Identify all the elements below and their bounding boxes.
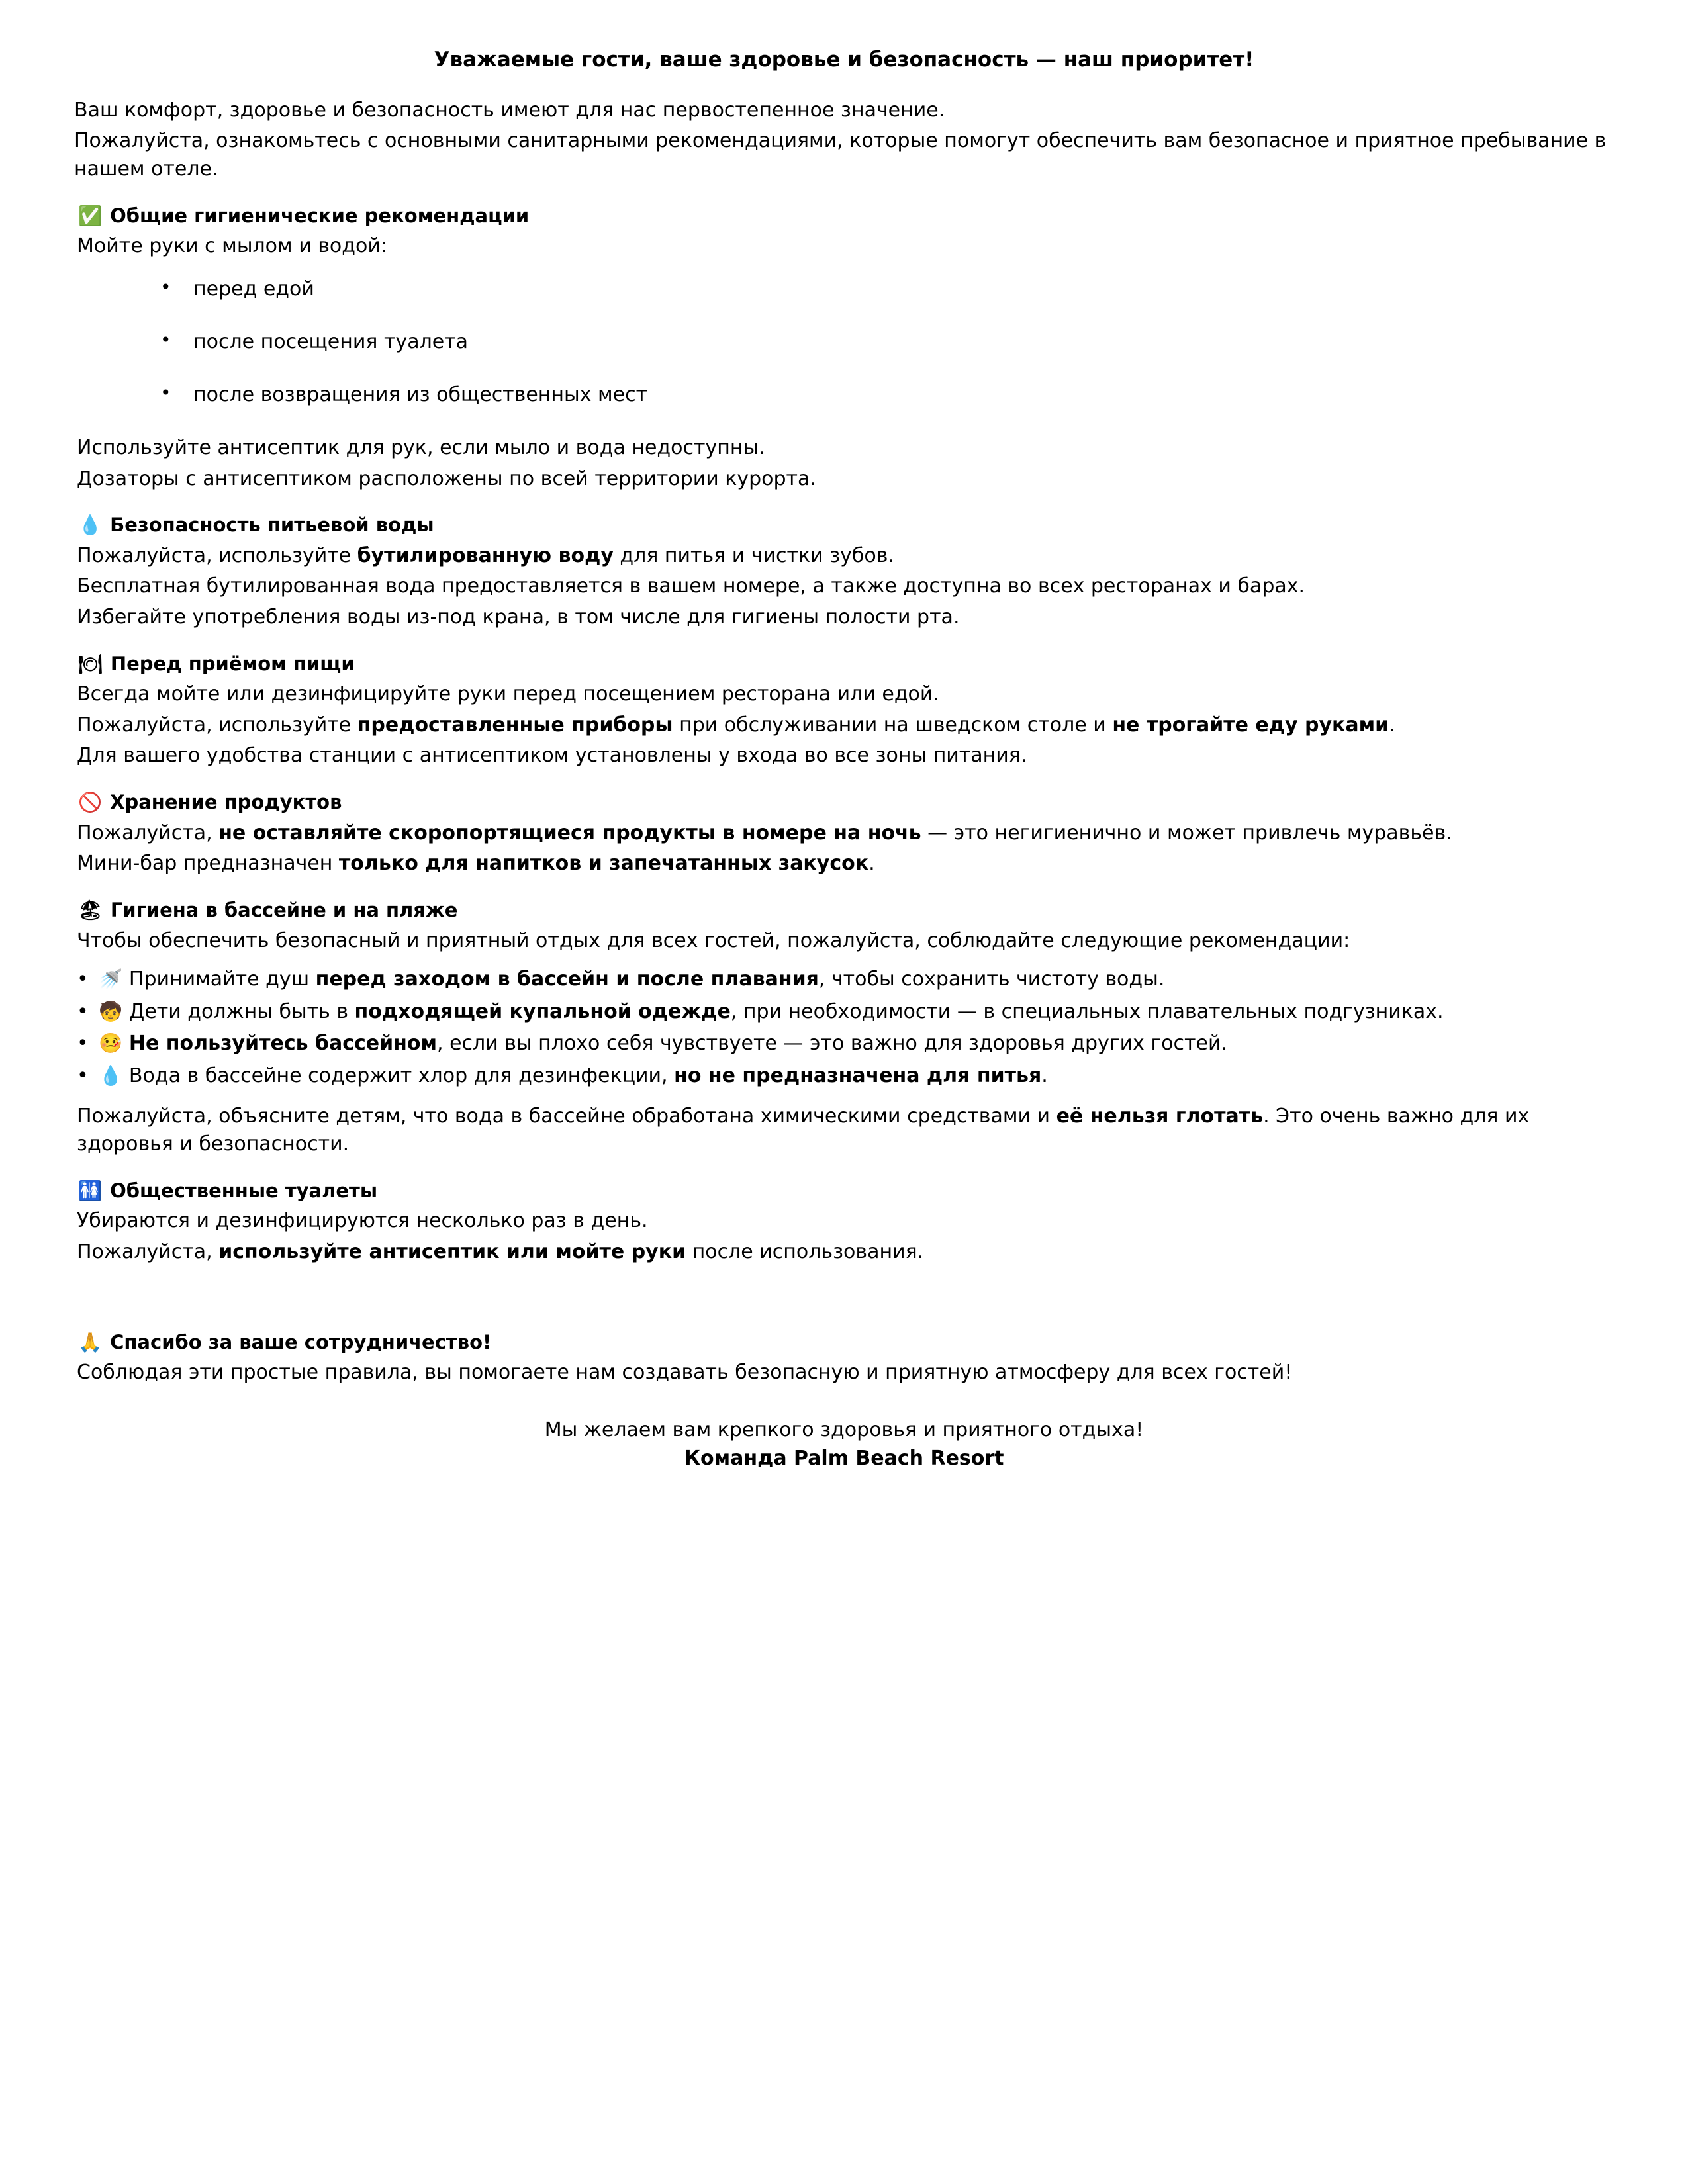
bullet-dot: • (77, 1032, 89, 1056)
check-mark-button-icon: ✅ (78, 204, 103, 227)
section-heading-food-storage (74, 790, 1614, 815)
child-icon: 🧒 (99, 999, 123, 1023)
pool-item-illness (74, 1030, 1614, 1058)
pool-item-text: Дети должны быть в подходящей купальной одежде, при необходимости — в специальных плавательных подгузниках. (128, 999, 1444, 1023)
section-heading-label: Гигиена в бассейне и на пляже (110, 898, 458, 921)
hygiene-after-line-2: Дозаторы с антисептиком расположены по всей территории курорта. (77, 467, 816, 490)
hygiene-bullet-list (74, 275, 1614, 409)
section-heading-label: Спасибо за ваше сотрудничество! (110, 1330, 492, 1353)
before-meals-line-3: Для вашего удобства станции с антисептиком установлены у входа во все зоны питания. (77, 744, 1027, 768)
page-title: Уважаемые гости, ваше здоровье и безопасность — наш приоритет! (434, 48, 1254, 71)
pool-item-text: Не пользуйтесь бассейном, если вы плохо себя чувствуете — это важно для здоровья других гостей. (128, 1032, 1227, 1056)
hygiene-after-line-1: Используйте антисептик для рук, если мыло и вода недоступны. (77, 435, 765, 459)
list-item: • перед едой (193, 275, 1614, 303)
water-line-3: Избегайте употребления воды из-под крана, в том числе для гигиены полости рта. (77, 605, 960, 629)
section-heading-label: Безопасность питьевой воды (110, 514, 434, 537)
prohibited-icon: 🚫 (78, 791, 103, 814)
section-heading-label: Хранение продуктов (110, 791, 342, 814)
fork-and-knife-with-plate-icon: 🍽 (78, 652, 103, 675)
food-storage-line-1: Пожалуйста, не оставляйте скоропортящиеся продукты в номере на ночь — это негигиенично и может привлечь муравьёв. (77, 821, 1452, 844)
food-storage-line-2: Мини-бар предназначен только для напитков и запечатанных закусок. (77, 852, 875, 876)
section-heading-restrooms (74, 1179, 1614, 1204)
section-heading-before-meals (74, 652, 1614, 677)
pool-intro-line: Чтобы обеспечить безопасный и приятный отдых для всех гостей, пожалуйста, соблюдайте следующие рекомендации: (77, 929, 1350, 952)
section-heading-pool-beach (74, 898, 1614, 923)
pool-item-children (74, 998, 1614, 1026)
section-heading-label: Общественные туалеты (110, 1179, 378, 1202)
list-item: • после посещения туалета (193, 328, 1614, 356)
closing-wish: Мы желаем вам крепкого здоровья и приятного отдыха! (544, 1418, 1144, 1441)
shower-icon: 🚿 (99, 968, 123, 991)
section-heading-thanks (74, 1330, 1614, 1355)
bullet-dot: • (77, 999, 89, 1023)
thanks-line: Соблюдая эти простые правила, вы помогаете нам создавать безопасную и приятную атмосферу для всех гостей! (77, 1361, 1293, 1385)
pool-item-text: Принимайте душ перед заходом в бассейн и после плавания, чтобы сохранить чистоту воды. (128, 968, 1165, 991)
before-meals-line-2: Пожалуйста, используйте предоставленные приборы при обслуживании на шведском столе и не трогайте еду руками. (77, 713, 1395, 737)
pool-item-text: Вода в бассейне содержит хлор для дезинфекции, но не предназначена для питья. (128, 1064, 1048, 1087)
restroom-icon: 🚻 (78, 1179, 103, 1203)
section-heading-label: Общие гигиенические рекомендации (110, 204, 530, 227)
bullet-dot: • (77, 1064, 89, 1087)
water-line-2: Бесплатная бутилированная вода предоставляется в вашем номере, а также доступна во всех ресторанах и барах. (77, 574, 1305, 598)
hygiene-intro-line: Мойте руки с мылом и водой: (77, 234, 387, 258)
section-heading-hygiene (74, 204, 1614, 229)
droplet-icon: 💧 (99, 1064, 123, 1087)
face-with-thermometer-icon: 🤒 (99, 1032, 123, 1055)
pool-after-line: Пожалуйста, объясните детям, что вода в бассейне обработана химическими средствами и её нельзя глотать. Это очень важно для их здоровья и безопасности. (77, 1104, 1530, 1156)
section-heading-label: Перед приёмом пищи (110, 652, 355, 675)
bullet-dot: • (77, 968, 89, 991)
section-heading-water (74, 513, 1614, 538)
closing-team: Команда Palm Beach Resort (684, 1446, 1004, 1470)
intro-line-2: Пожалуйста, ознакомьтесь с основными санитарными рекомендациями, которые помогут обеспечить вам безопасное и приятное пребывание в нашем отеле. (74, 129, 1607, 181)
list-item: • после возвращения из общественных мест (193, 381, 1614, 409)
water-line-1: Пожалуйста, используйте бутилированную воду для питья и чистки зубов. (77, 543, 894, 567)
restrooms-line-2: Пожалуйста, используйте антисептик или мойте руки после использования. (77, 1240, 924, 1264)
before-meals-line-1: Всегда мойте или дезинфицируйте руки перед посещением ресторана или едой. (77, 682, 939, 706)
pool-item-shower (74, 966, 1614, 994)
folded-hands-icon: 🙏 (78, 1330, 103, 1353)
pool-item-chlorine (74, 1062, 1614, 1091)
droplet-icon: 💧 (78, 514, 103, 537)
restrooms-line-1: Убираются и дезинфицируются несколько раз в день. (77, 1209, 648, 1233)
beach-with-umbrella-icon: 🏖 (78, 899, 103, 922)
intro-line-1: Ваш комфорт, здоровье и безопасность имеют для нас первостепенное значение. (74, 98, 945, 122)
